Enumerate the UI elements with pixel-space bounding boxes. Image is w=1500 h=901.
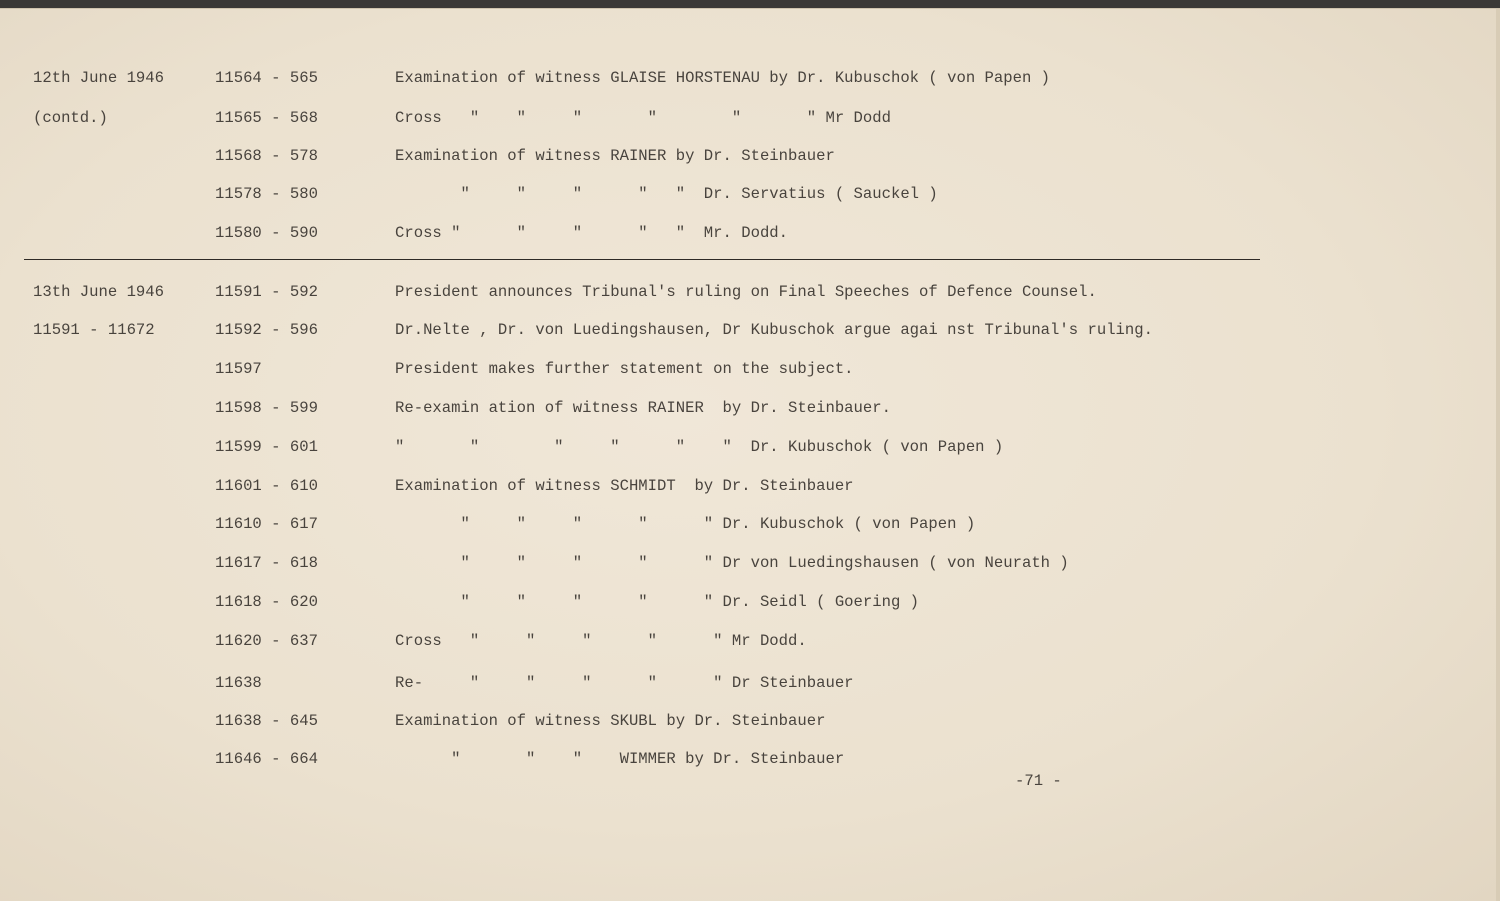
entry-pages: 11617 - 618 [215,554,318,572]
entry-date: 12th June 1946 [33,69,165,87]
entry-description: " " " " " Dr von Luedingshausen ( von Neurath ) [395,554,1069,572]
entry-pages: 11638 [215,674,262,692]
entry-description: Cross " " " " " Mr Dodd. [395,632,807,650]
entry-description: " " " " " " Dr. Kubuschok ( von Papen ) [395,438,1004,456]
entry-date: (contd.) [33,109,108,127]
entry-pages: 11610 - 617 [215,515,318,533]
entry-description: Examination of witness GLAISE HORSTENAU by Dr. Kubuschok ( von Papen ) [395,69,1051,87]
entry-pages: 11597 [215,360,262,378]
entry-pages: 11592 - 596 [215,321,318,339]
entry-description: Examination of witness SCHMIDT by Dr. Steinbauer [395,477,854,495]
entry-description: Re-examin ation of witness RAINER by Dr. Steinbauer. [395,399,891,417]
entry-pages: 11638 - 645 [215,712,318,730]
section-divider [24,259,1260,260]
entry-description: President announces Tribunal's ruling on Final Speeches of Defence Counsel. [395,283,1097,301]
entry-date: 11591 - 11672 [33,321,155,339]
entry-pages: 11618 - 620 [215,593,318,611]
entry-pages: 11620 - 637 [215,632,318,650]
entry-pages: 11591 - 592 [215,283,318,301]
entry-description: " " " " " Dr. Servatius ( Sauckel ) [395,185,938,203]
entry-description: Cross " " " " " Mr. Dodd. [395,224,789,242]
entry-pages: 11601 - 610 [215,477,318,495]
entry-date: 13th June 1946 [33,283,165,301]
entry-description: Dr.Nelte , Dr. von Luedingshausen, Dr Kubuschok argue agai nst Tribunal's ruling. [395,321,1153,339]
entry-pages: 11580 - 590 [215,224,318,242]
entry-pages: 11564 - 565 [215,69,318,87]
entry-description: Cross " " " " " " Mr Dodd [395,109,891,127]
entry-description: " " " " " Dr. Seidl ( Goering ) [395,593,920,611]
page-edge [1496,9,1500,901]
entry-pages: 11599 - 601 [215,438,318,456]
entry-pages: 11646 - 664 [215,750,318,768]
entry-description: Examination of witness RAINER by Dr. Steinbauer [395,147,835,165]
entry-description: President makes further statement on the subject. [395,360,854,378]
entry-pages: 11568 - 578 [215,147,318,165]
entry-pages: 11578 - 580 [215,185,318,203]
entry-description: Examination of witness SKUBL by Dr. Steinbauer [395,712,826,730]
entry-pages: 11565 - 568 [215,109,318,127]
page-number: -71 - [1015,772,1062,790]
entry-description: Re- " " " " " Dr Steinbauer [395,674,854,692]
entry-pages: 11598 - 599 [215,399,318,417]
entry-description: " " " " " Dr. Kubuschok ( von Papen ) [395,515,976,533]
document-page [0,8,1500,901]
entry-description: " " " WIMMER by Dr. Steinbauer [395,750,845,768]
